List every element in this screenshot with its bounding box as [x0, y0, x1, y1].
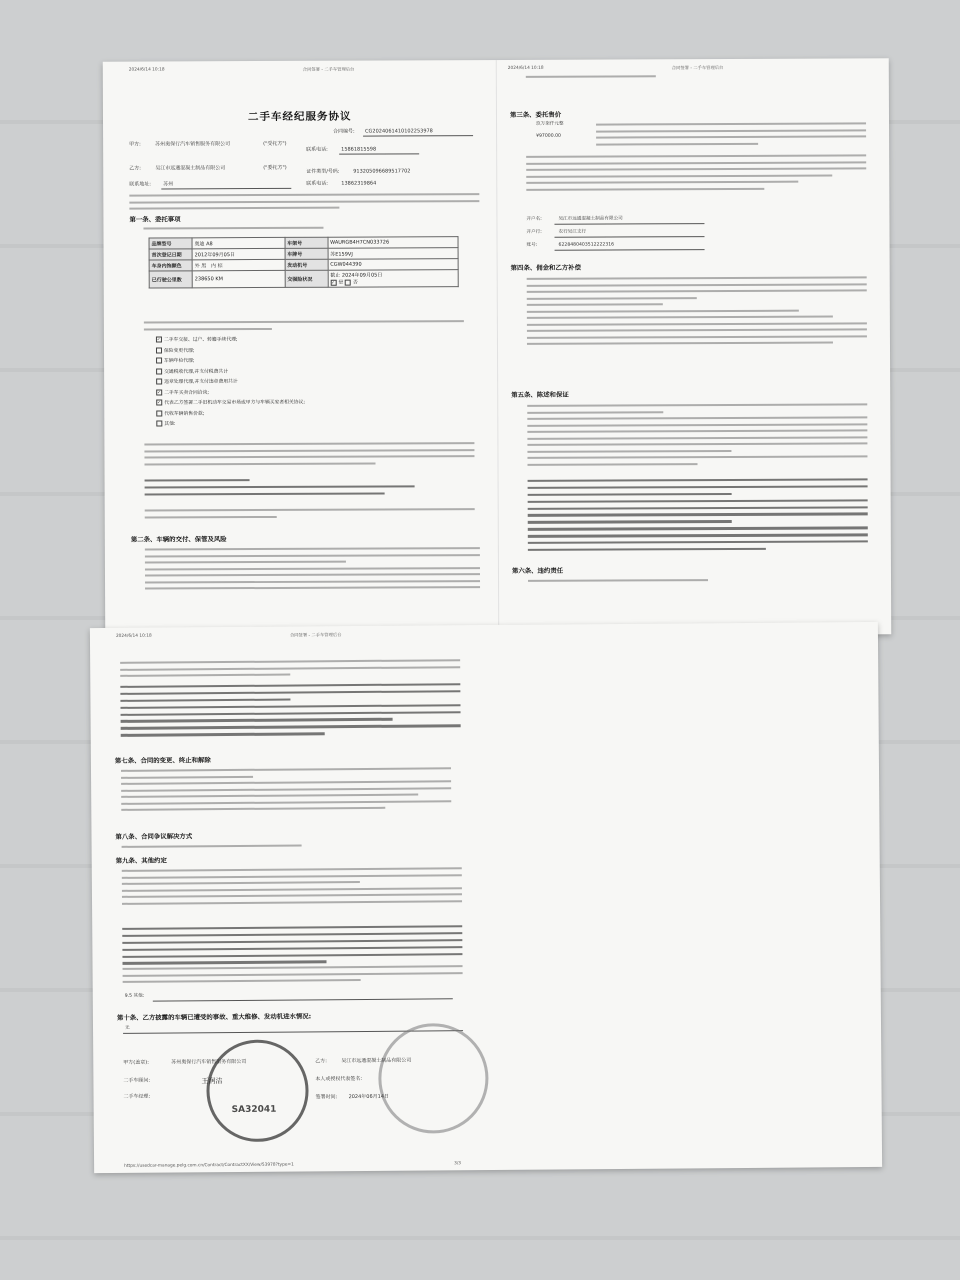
- brand-value: 奥迪 A8: [192, 237, 285, 248]
- section-5-heading: 第五条、陈述和保证: [511, 390, 569, 399]
- section-1-2-text: [144, 320, 464, 334]
- party-a-sign-name: 苏州奥保行汽车销售服务有限公司: [171, 1058, 247, 1066]
- section-8-heading: 第八条、合同争议解决方式: [115, 832, 193, 841]
- color-interior: 内 棕: [211, 262, 223, 269]
- party-a-name: 苏州奥保行汽车销售服务有限公司: [155, 141, 231, 148]
- party-b-label: 乙方:: [129, 165, 141, 172]
- option-label: 代收车辆销售价款;: [164, 411, 205, 417]
- color-label: 车身内饰颜色: [149, 260, 192, 271]
- party-b-name: 吴江市远通混凝土制品有限公司: [155, 165, 226, 172]
- section-9-heading: 第九条、其他约定: [115, 856, 167, 865]
- account-label: 账号:: [526, 242, 538, 248]
- address-label: 联系地址:: [129, 181, 151, 188]
- section-9-4-text: [123, 965, 463, 987]
- contract-sheet-pages-1-2: [103, 58, 892, 637]
- option-label: 交通税收代理,并支付税费共计: [164, 369, 229, 375]
- mileage-value: [192, 270, 285, 287]
- account-underline: [555, 249, 705, 251]
- plate-label: 车牌号: [285, 248, 328, 259]
- party-b-id: 913205096689517702: [353, 168, 411, 175]
- option-checkbox: [156, 357, 162, 363]
- page-3-number: 3/3: [454, 1161, 462, 1167]
- preamble-text: [129, 193, 479, 214]
- section-7-heading: 第七条、合同的变更、终止和解除: [114, 756, 211, 765]
- option-checkbox: [156, 420, 162, 426]
- vin-value: WAURGB4H7CN033726: [328, 237, 458, 249]
- section-10-value: 无: [124, 1025, 130, 1031]
- section-1-3-text: [144, 442, 474, 469]
- option-label: 其他:: [164, 421, 176, 427]
- section-9-bold-text: [122, 925, 462, 969]
- option-label: 违章处理代理,并支付违章费用共计: [164, 379, 238, 385]
- document-title: 二手车经纪服务协议: [247, 110, 352, 124]
- seal-code: SA32041: [231, 1104, 277, 1116]
- contract-sheet-page-3: [90, 622, 882, 1173]
- party-b-id-label: 证件类型/号码:: [306, 168, 340, 175]
- sign-date: 2024年06月14日: [348, 1093, 390, 1101]
- section-7-text: [121, 767, 451, 815]
- option-label: 代表乙方签署二手旧机动车交易市场或甲方与车辆买家者相关协议;: [164, 400, 305, 406]
- section-1-heading: 第一条、委托事项: [129, 215, 181, 224]
- party-a-phone: 15861815598: [341, 146, 377, 153]
- page-3-header-system: 合同签署 - 二手车管理后台: [289, 633, 342, 639]
- section-1-1-text: [143, 227, 323, 234]
- section-2-heading: 第二条、车辆的交付、保管及风险: [130, 535, 227, 544]
- page-header-system: 合同签署 - 二手车管理后台: [302, 67, 355, 73]
- service-options-list: [156, 335, 456, 431]
- section-3-heading: 第三条、委托售价: [509, 110, 562, 119]
- section-1-6-text: [145, 508, 475, 522]
- party-b-signature-label: 本人或授权代表签名:: [315, 1075, 363, 1083]
- payee-label: 开户名:: [526, 216, 542, 222]
- section-1-5-text: [145, 478, 445, 500]
- insurance-no-label: 否: [352, 279, 358, 286]
- address-value: 苏州: [163, 181, 174, 188]
- insurance-date: 截止 2024年09月05日: [330, 272, 383, 279]
- party-a-sign-label: 甲方(盖章):: [123, 1059, 149, 1066]
- party-b-sign-label: 乙方:: [315, 1058, 327, 1065]
- insurance-yes-label: 是: [338, 279, 344, 286]
- party-a-role: ("受托方"): [263, 140, 287, 148]
- engine-label: 发动机号: [285, 259, 328, 270]
- insurance-label: 交强险状况: [285, 270, 328, 287]
- party-b-phone-label: 联系电话:: [306, 180, 328, 187]
- insurance-yes-checkbox: [330, 279, 336, 285]
- section-10-heading: 第十条、乙方披露的车辆已遭受的事故、重大维修、发动机进水情况:: [116, 1012, 312, 1022]
- section-8-text: [122, 844, 302, 852]
- section-4-text: [527, 276, 867, 349]
- company-seal-party-a: [206, 1039, 309, 1142]
- color-exterior: 外 黑: [194, 262, 207, 269]
- mileage-number: 238650: [194, 276, 214, 283]
- section-4-heading: 第四条、佣金和乙方补偿: [510, 263, 581, 272]
- section-6-continued-text: [120, 659, 460, 681]
- party-a-phone-underline: [339, 153, 419, 154]
- option-checkbox: [156, 378, 162, 384]
- party-b-phone: 13862319864: [341, 180, 377, 187]
- bank-underline: [555, 236, 705, 238]
- party-b-role: ("委托方"): [263, 164, 287, 172]
- reg-date-value: 2012年09月05日: [192, 248, 285, 259]
- section-9-5-underline: [153, 998, 453, 1001]
- payee-underline: [554, 223, 704, 225]
- option-checkbox: [156, 410, 162, 416]
- account-value: 6228480403512222316: [558, 242, 615, 248]
- contract-page-1: [103, 60, 500, 638]
- payee-value: 吴江市远通混凝土制品有限公司: [558, 216, 623, 222]
- party-a-label: 甲方:: [129, 141, 141, 148]
- section-6-bold-clauses: [120, 683, 460, 741]
- plate-value: 苏E159VJ: [328, 248, 458, 260]
- option-label: 二手车买卖合同洽谈;: [164, 390, 210, 396]
- advisor-label: 二手车顾问:: [123, 1077, 151, 1084]
- reg-date-label: 首次登记日期: [149, 249, 192, 260]
- company-seal-party-b: [378, 1023, 489, 1134]
- section-6-text: [528, 579, 708, 586]
- brand-label: 品牌型号: [149, 238, 192, 249]
- insurance-no-checkbox: [345, 279, 351, 285]
- service-option-item: [156, 419, 456, 431]
- section-9-5-label: 9.5 其他:: [124, 993, 145, 999]
- vehicle-info-table: [149, 236, 459, 288]
- address-underline: [161, 188, 291, 190]
- manager-label: 二手车经理:: [123, 1093, 151, 1100]
- page-3-footer-url: https://usedcar-manage.pelg.com.cn/Contract/ContractXX/View/53978?type=1: [124, 1162, 294, 1169]
- advisor-name: 王润洁: [201, 1077, 223, 1086]
- section-5-bold-text: [528, 478, 868, 555]
- sign-date-label: 签署时间:: [315, 1094, 338, 1101]
- section-6-heading: 第六条、违约责任: [511, 566, 564, 575]
- section-3-2-text: [526, 154, 866, 194]
- page-3-timestamp: 2024/6/14 10:18: [115, 633, 152, 639]
- page-2-header-system: 合同签署 - 二手车管理后台: [671, 66, 724, 72]
- page-2-carryover-text: [526, 75, 656, 82]
- price-amount: ¥97000.00: [536, 133, 561, 139]
- mileage-label: 已行驶公里数: [149, 271, 192, 288]
- page-timestamp: 2024/6/14 10:18: [128, 67, 165, 73]
- engine-value: CGW044390: [328, 259, 458, 271]
- contract-page-2: [496, 58, 892, 636]
- mileage-unit: KM: [215, 276, 223, 283]
- page-2-timestamp: 2024/6/14 10:18: [507, 65, 544, 71]
- contract-no: CG2024061410102253978: [365, 128, 433, 135]
- option-checkbox: [156, 399, 162, 405]
- option-label: 车辆年检代理;: [164, 358, 195, 364]
- bank-label: 开户行:: [526, 229, 542, 235]
- section-9-text: [122, 867, 462, 909]
- option-checkbox: [156, 347, 162, 353]
- option-label: 保险变更代理;: [163, 348, 195, 354]
- vin-label: 车架号: [285, 237, 328, 248]
- section-5-text: [527, 403, 867, 469]
- party-b-sign-name: 吴江市远通混凝土制品有限公司: [341, 1057, 412, 1065]
- bank-value: 农行吴江支行: [558, 229, 587, 235]
- option-checkbox: [156, 336, 162, 342]
- price-words: 玖万柒仟元整: [536, 121, 564, 127]
- section-3-1-text: [596, 122, 866, 149]
- option-checkbox: [156, 368, 162, 374]
- option-checkbox: [156, 389, 162, 395]
- insurance-value: [328, 270, 458, 288]
- section-2-text: [145, 547, 480, 594]
- contract-page-3: [90, 622, 882, 1173]
- color-value: [192, 259, 285, 270]
- contract-no-label: 合同编号:: [333, 128, 355, 135]
- party-a-phone-label: 联系电话:: [306, 146, 328, 153]
- contract-no-underline: [363, 135, 473, 136]
- option-label: 二手车交接、过户、转籍手续代理;: [163, 337, 238, 343]
